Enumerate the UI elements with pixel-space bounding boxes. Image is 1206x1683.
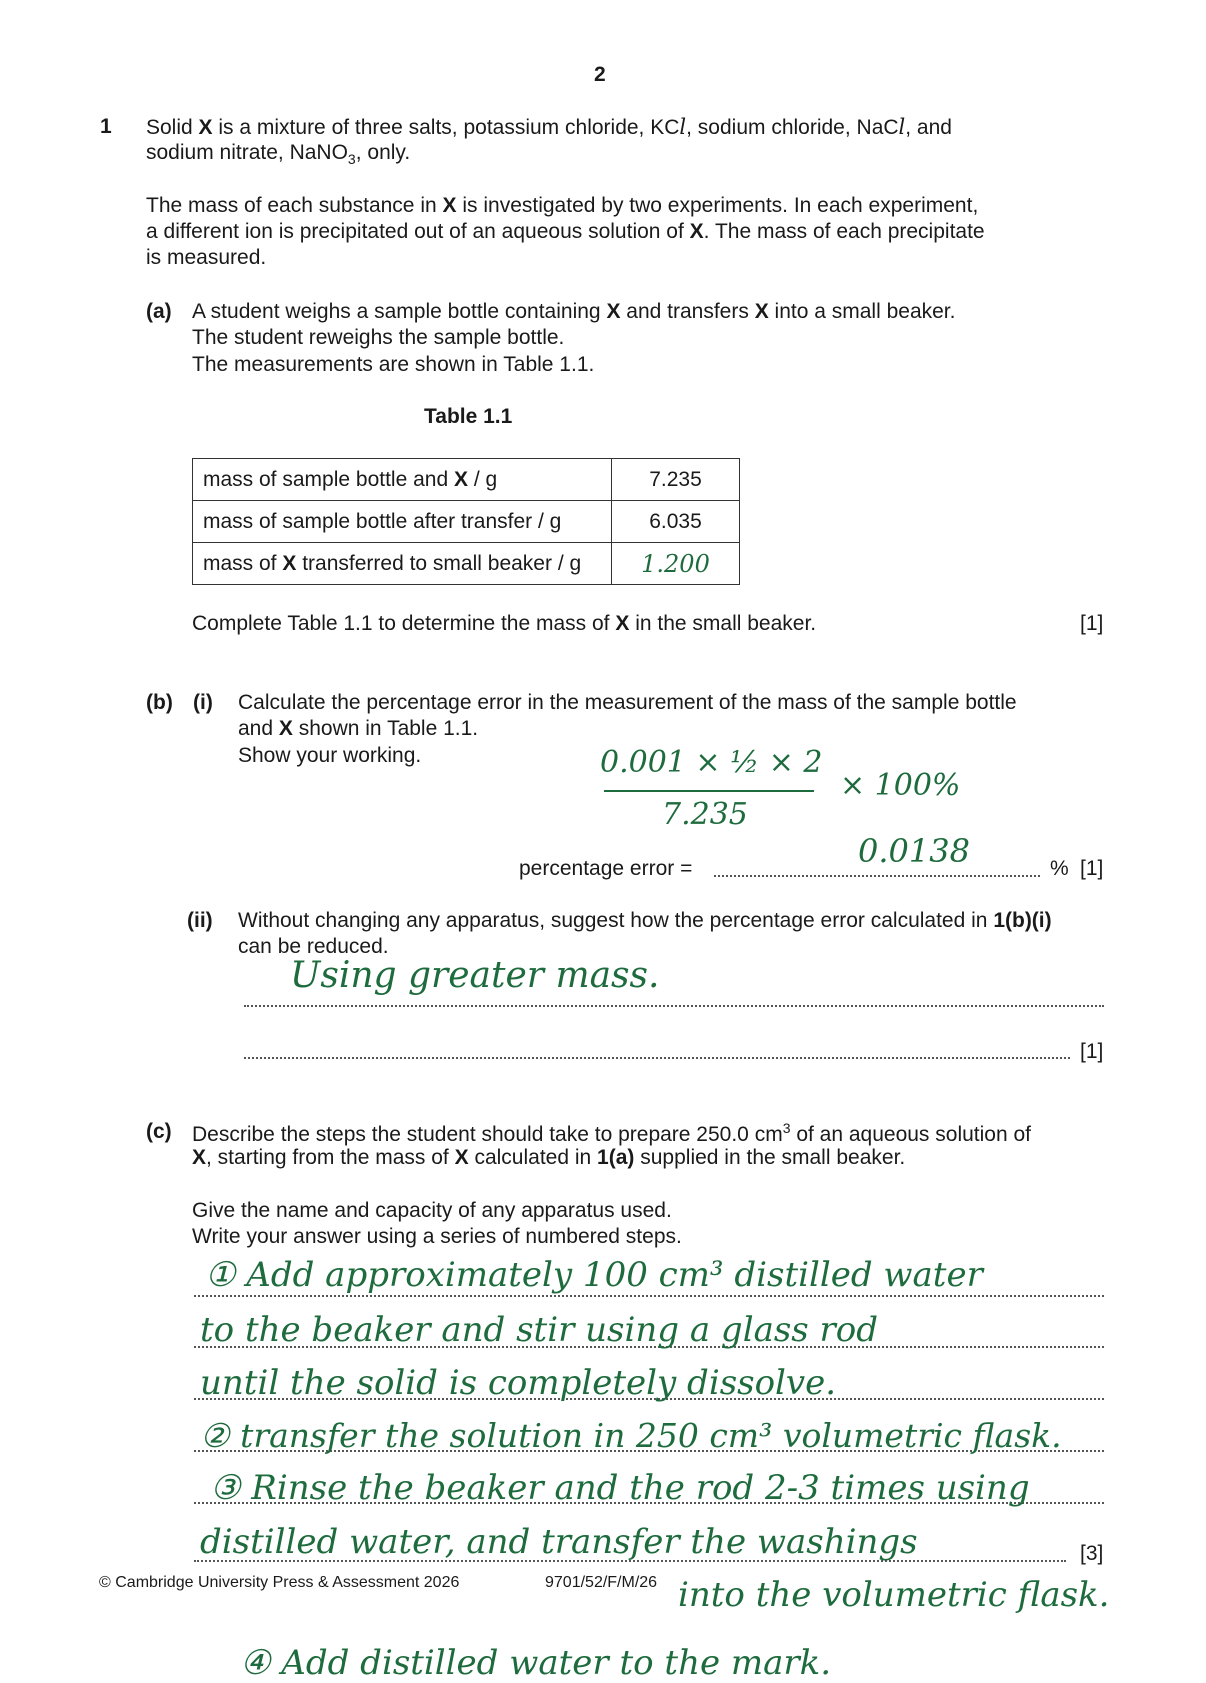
- answer-line[interactable]: [194, 1295, 1104, 1297]
- part-b-ii-line-2: can be reduced.: [238, 935, 389, 958]
- footer-copyright: © Cambridge University Press & Assessment 2026: [99, 1574, 460, 1591]
- part-c-line-1: Describe the steps the student should take to prepare 250.0 $cm^3$ of an aqueous solution of: [192, 1120, 1031, 1146]
- table-row: [193, 501, 740, 543]
- part-c-line-4: Write your answer using a series of numbered steps.: [192, 1225, 682, 1248]
- intro-line-2: sodium nitrate, NaNO$_3$, only.: [146, 141, 411, 168]
- part-a-line-2: The student reweighs the sample bottle.: [192, 326, 565, 349]
- part-c-line-3: Give the name and capacity of any apparatus used.: [192, 1199, 672, 1222]
- part-b-ii-label: (ii): [187, 909, 213, 932]
- handwritten-line: to the beaker and stir using a glass rod: [200, 1310, 879, 1350]
- part-b-i-line-3: Show your working.: [238, 744, 422, 767]
- part-b-ii-line-1: Without changing any apparatus, suggest how the percentage error calculated in 1(b)(i): [238, 909, 1052, 932]
- part-b-i-line-2: and X shown in Table 1.1.: [238, 717, 479, 740]
- part-b-i-marks: [1]: [1080, 857, 1104, 880]
- percentage-error-label: percentage error =: [519, 857, 693, 880]
- part-a-line-3: The measurements are shown in Table 1.1.: [192, 353, 595, 376]
- table-row: [193, 543, 740, 585]
- part-c-label: (c): [146, 1120, 172, 1143]
- answer-line[interactable]: [714, 875, 1040, 877]
- question-number: 1: [100, 115, 112, 138]
- table-cell-label: mass of sample bottle after transfer / g: [193, 501, 612, 543]
- handwritten-times-100: × 100%: [840, 768, 961, 803]
- handwritten-answer-ii: Using greater mass.: [290, 955, 660, 996]
- percent-unit: %: [1050, 857, 1069, 880]
- handwritten-answer: 1.200: [641, 549, 710, 578]
- page-number: 2: [594, 63, 606, 86]
- part-c-marks: [3]: [1080, 1542, 1104, 1565]
- handwritten-line: ③ Rinse the beaker and the rod 2-3 times using: [210, 1468, 1030, 1508]
- table-cell-value: 6.035: [612, 501, 740, 543]
- answer-line[interactable]: [244, 1057, 1070, 1059]
- part-b-ii-marks: [1]: [1080, 1040, 1104, 1063]
- part-a-line-1: A student weighs a sample bottle containing X and transfers X into a small beaker.: [192, 300, 956, 323]
- handwritten-line: distilled water, and transfer the washings: [200, 1522, 918, 1562]
- table-1-1: [192, 458, 740, 585]
- handwritten-fraction-bar: [604, 790, 814, 792]
- handwritten-line: ② transfer the solution in 250 cm³ volumetric flask.: [200, 1416, 1062, 1455]
- handwritten-answer: 0.0138: [858, 832, 970, 870]
- handwritten-denominator: 7.235: [662, 797, 748, 832]
- footer-code: 9701/52/F/M/26: [545, 1574, 658, 1591]
- part-a-label: (a): [146, 300, 172, 323]
- part-b-i-line-1: Calculate the percentage error in the measurement of the mass of the sample bottle: [238, 691, 1017, 714]
- handwritten-line: into the volumetric flask.: [678, 1575, 1110, 1615]
- para-line-1: The mass of each substance in X is investigated by two experiments. In each experiment,: [146, 194, 979, 217]
- intro-line-1: Solid X is a mixture of three salts, potassium chloride, KCl, sodium chloride, NaCl, and: [146, 115, 952, 139]
- table-cell-label: mass of X transferred to small beaker / g: [193, 543, 612, 585]
- part-b-label: (b): [146, 691, 173, 714]
- part-b-i-label: (i): [193, 691, 213, 714]
- handwritten-line: ① Add approximately 100 cm³ distilled water: [205, 1255, 983, 1295]
- part-a-marks: [1]: [1080, 612, 1104, 635]
- handwritten-line: ④ Add distilled water to the mark.: [240, 1643, 832, 1683]
- part-a-instruction: Complete Table 1.1 to determine the mass of X in the small beaker.: [192, 612, 817, 635]
- para-line-2: a different ion is precipitated out of an aqueous solution of X. The mass of each precipitate: [146, 220, 985, 243]
- para-line-3: is measured.: [146, 246, 267, 269]
- handwritten-numerator: 0.001 × ½ × 2: [600, 745, 823, 780]
- table-row: [193, 459, 740, 501]
- answer-line[interactable]: [244, 1005, 1104, 1007]
- part-c-line-2: X, starting from the mass of X calculated in 1(a) supplied in the small beaker.: [192, 1146, 906, 1169]
- table-cell-answer[interactable]: [612, 543, 740, 585]
- table-title: Table 1.1: [424, 405, 513, 428]
- table-cell-value: 7.235: [612, 459, 740, 501]
- table-cell-label: mass of sample bottle and X / g: [193, 459, 612, 501]
- handwritten-line: until the solid is completely dissolve.: [200, 1363, 837, 1403]
